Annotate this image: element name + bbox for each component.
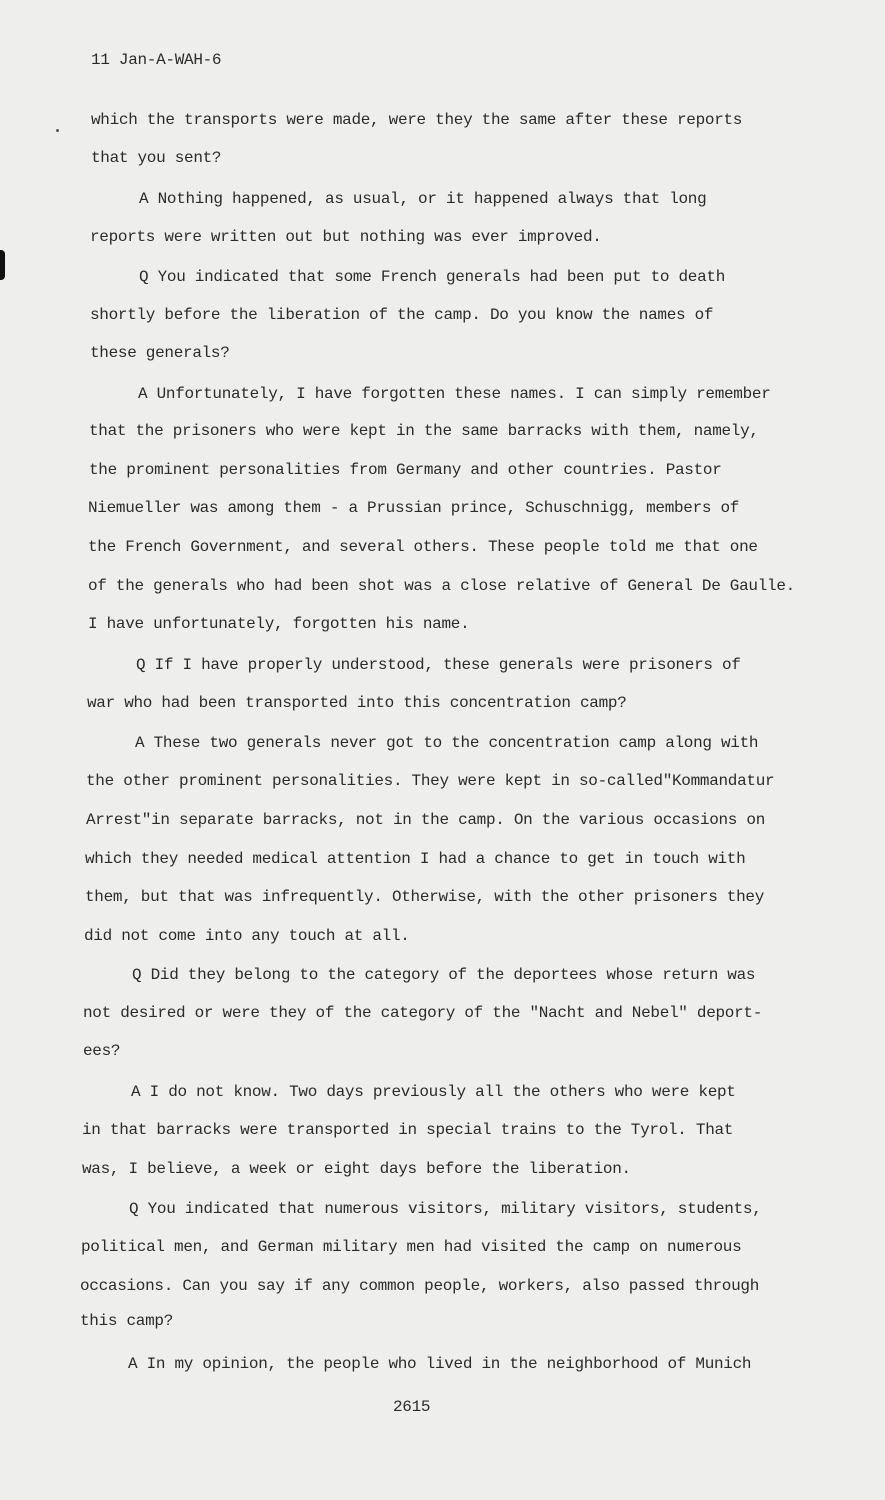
binder-hole-mark xyxy=(0,250,5,280)
text-line: in that barracks were transported in special trains to the Tyrol. That xyxy=(82,1121,734,1139)
text-line: these generals? xyxy=(90,344,230,362)
text-line: did not come into any touch at all. xyxy=(84,927,410,945)
text-line: Niemueller was among them - a Prussian prince, Schuschnigg, members of xyxy=(88,499,740,517)
text-line: that you sent? xyxy=(91,149,222,167)
text-line: this camp? xyxy=(80,1312,174,1330)
text-line: Q You indicated that some French generals had been put to death xyxy=(139,268,725,286)
text-line: the other prominent personalities. They were kept in so-called"Kommandatur xyxy=(86,772,775,790)
text-line: A These two generals never got to the concentration camp along with xyxy=(135,734,759,752)
text-line: shortly before the liberation of the camp. Do you know the names of xyxy=(90,306,714,324)
text-line: the French Government, and several others. These people told me that one xyxy=(88,538,758,556)
page-number: 2615 xyxy=(393,1398,431,1416)
text-line: A In my opinion, the people who lived in the neighborhood of Munich xyxy=(128,1355,752,1373)
text-line: that the prisoners who were kept in the same barracks with them, namely, xyxy=(89,422,759,440)
text-line: A Unfortunately, I have forgotten these names. I can simply remember xyxy=(138,385,771,403)
text-line: Q Did they belong to the category of the deportees whose return was xyxy=(132,966,756,984)
text-line: political men, and German military men had visited the camp on numerous xyxy=(81,1238,742,1256)
text-line: A Nothing happened, as usual, or it happened always that long xyxy=(139,190,707,208)
stray-dot-mark xyxy=(56,129,59,132)
text-line: not desired or were they of the category of the "Nacht and Nebel" deport- xyxy=(83,1004,763,1022)
text-line: Q You indicated that numerous visitors, military visitors, students, xyxy=(129,1200,762,1218)
text-line: Q If I have properly understood, these generals were prisoners of xyxy=(136,656,741,674)
text-line: reports were written out but nothing was ever improved. xyxy=(90,228,602,246)
text-line: occasions. Can you say if any common people, workers, also passed through xyxy=(80,1277,760,1295)
document-code: 11 Jan-A-WAH-6 xyxy=(91,51,222,69)
text-line: was, I believe, a week or eight days before the liberation. xyxy=(82,1160,631,1178)
text-line: Arrest"in separate barracks, not in the camp. On the various occasions on xyxy=(86,811,766,829)
text-line: A I do not know. Two days previously all the others who were kept xyxy=(131,1083,736,1101)
text-line: I have unfortunately, forgotten his name. xyxy=(88,615,470,633)
text-line: ees? xyxy=(83,1042,121,1060)
text-line: which the transports were made, were they the same after these reports xyxy=(91,111,743,129)
text-line: of the generals who had been shot was a close relative of General De Gaulle. xyxy=(88,577,795,595)
text-line: the prominent personalities from Germany and other countries. Pastor xyxy=(89,461,722,479)
text-line: war who had been transported into this concentration camp? xyxy=(87,694,627,712)
text-line: which they needed medical attention I had a chance to get in touch with xyxy=(85,850,746,868)
text-line: them, but that was infrequently. Otherwise, with the other prisoners they xyxy=(85,888,765,906)
